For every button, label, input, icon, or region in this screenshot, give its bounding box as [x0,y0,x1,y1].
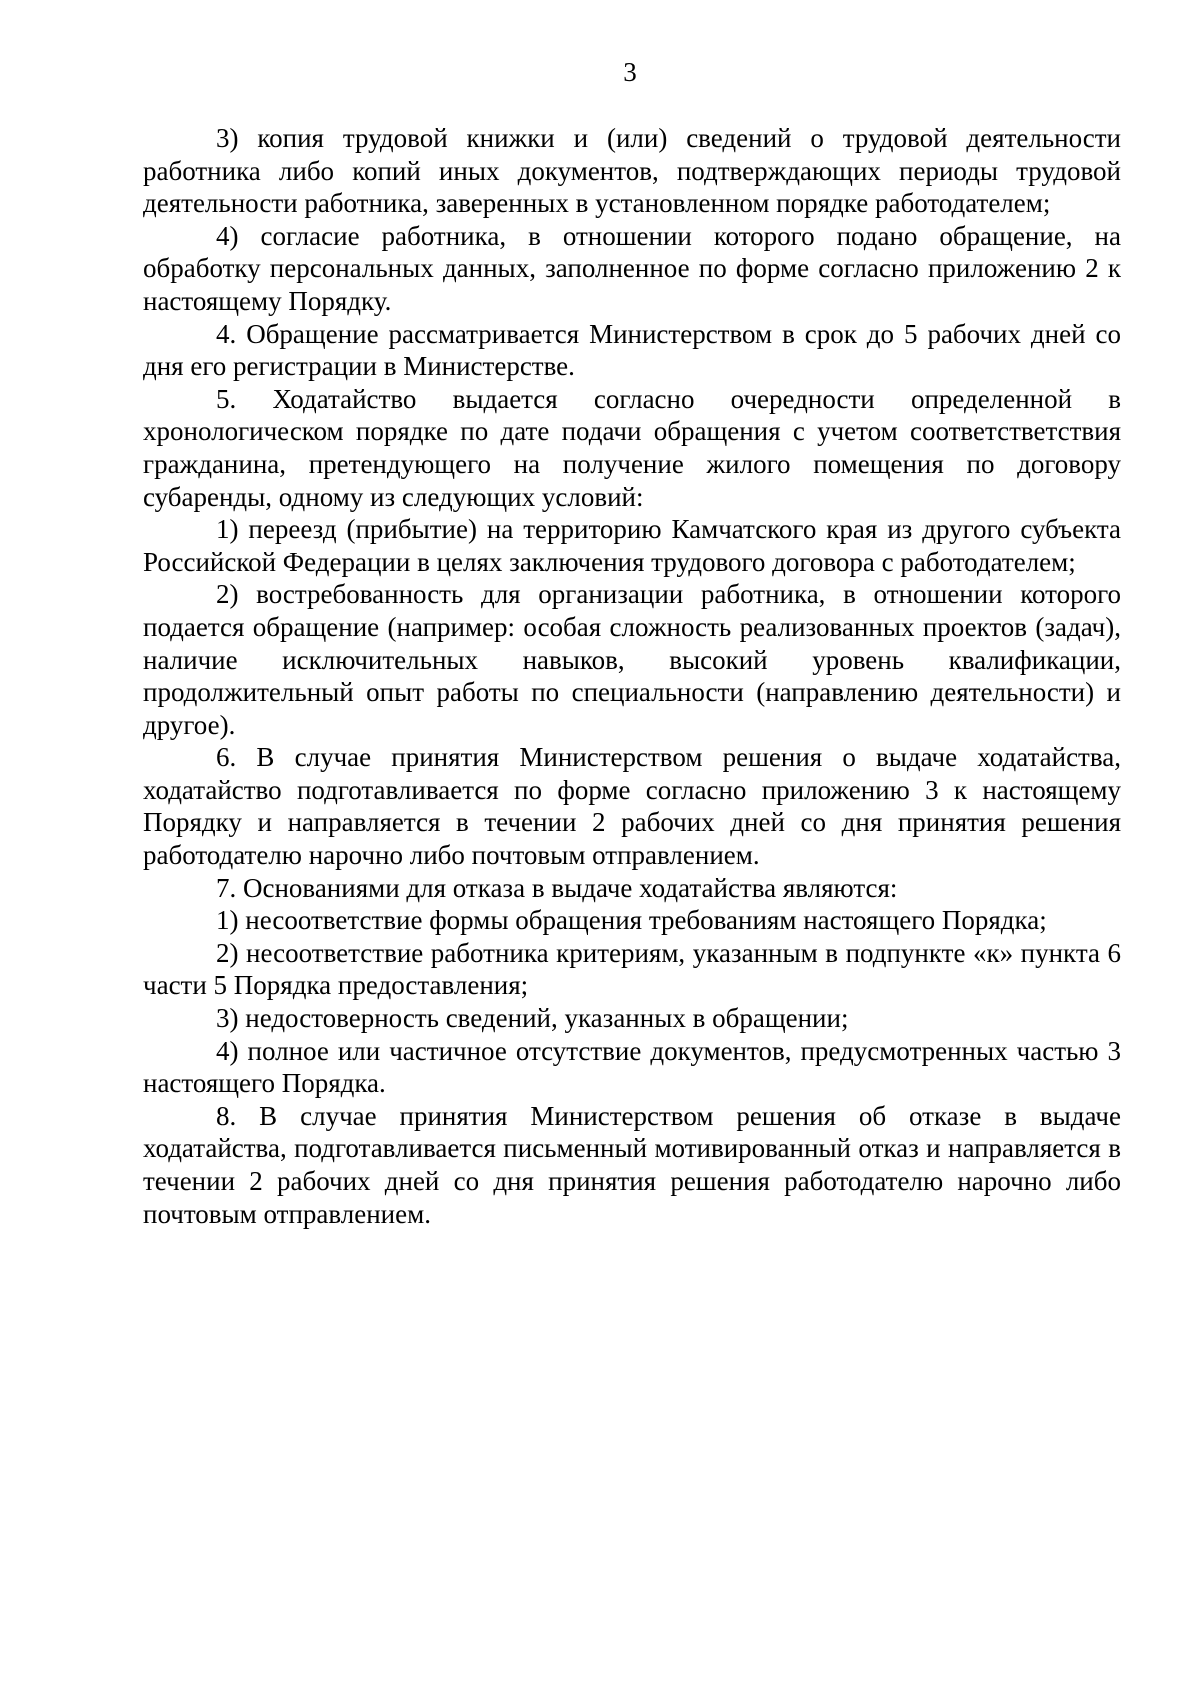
paragraph-condition-relocation: 1) переезд (прибытие) на территорию Камчатского края из другого субъекта Российской Федерации в целях заключения трудового договора с работодателем; [143,514,1121,577]
paragraph-condition-demand: 2) востребованность для организации работника, в отношении которого подается обращение (например: особая сложность реализованных проектов (задач), наличие исключительных навыков, высокий уровень квалификации, продолжительный опыт работы по специальности (направлению деятельности) и другое). [143,579,1121,740]
document-body [143,122,1121,1230]
paragraph-personal-data-consent: 4) согласие работника, в отношении которого подано обращение, на обработку персональных данных, заполненное по форме согласно приложению 2 к настоящему Порядку. [143,220,1121,316]
paragraph-refusal-notice: 8. В случае принятия Министерством решения об отказе в выдаче ходатайства, подготавливается письменный мотивированный отказ и направляется в течении 2 рабочих дней со дня принятия решения работодателю нарочно либо почтовым отправлением. [143,1100,1121,1229]
paragraph-employment-record-copy: 3) копия трудовой книжки и (или) сведений о трудовой деятельности работника либо копий иных документов, подтверждающих периоды трудовой деятельности работника, заверенных в установленном порядке работодателем; [143,123,1121,219]
paragraph-refusal-grounds: 7. Основаниями для отказа в выдаче ходатайства являются: [216,872,898,903]
page-number: 3 [623,57,637,87]
paragraph-refusal-criteria-mismatch: 2) несоответствие работника критериям, указанным в подпункте «к» пункта 6 части 5 Порядка предоставления; [143,937,1121,1001]
paragraph-refusal-inaccurate-info: 3) недостоверность сведений, указанных в обращении; [216,1003,849,1034]
paragraph-review-period: 4. Обращение рассматривается Министерством в срок до 5 рабочих дней со дня его регистрации в Министерстве. [143,318,1121,382]
paragraph-refusal-missing-documents: 4) полное или частичное отсутствие документов, предусмотренных частью 3 настоящего Порядка. [143,1035,1121,1099]
paragraph-petition-issuance: 5. Ходатайство выдается согласно очередности определенной в хронологическом порядке по дате подачи обращения с учетом соответстветствия гражданина, претендующего на получение жилого помещения по договору субаренды, одному из следующих условий: [143,383,1121,512]
paragraph-petition-approval: 6. В случае принятия Министерством решения о выдаче ходатайства, ходатайство подготавливается по форме согласно приложению 3 к настоящему Порядку и направляется в течении 2 рабочих дней со дня принятия решения работодателю нарочно либо почтовым отправлением. [143,742,1121,871]
paragraph-refusal-form-mismatch: 1) несоответствие формы обращения требованиям настоящего Порядка; [216,905,1047,936]
